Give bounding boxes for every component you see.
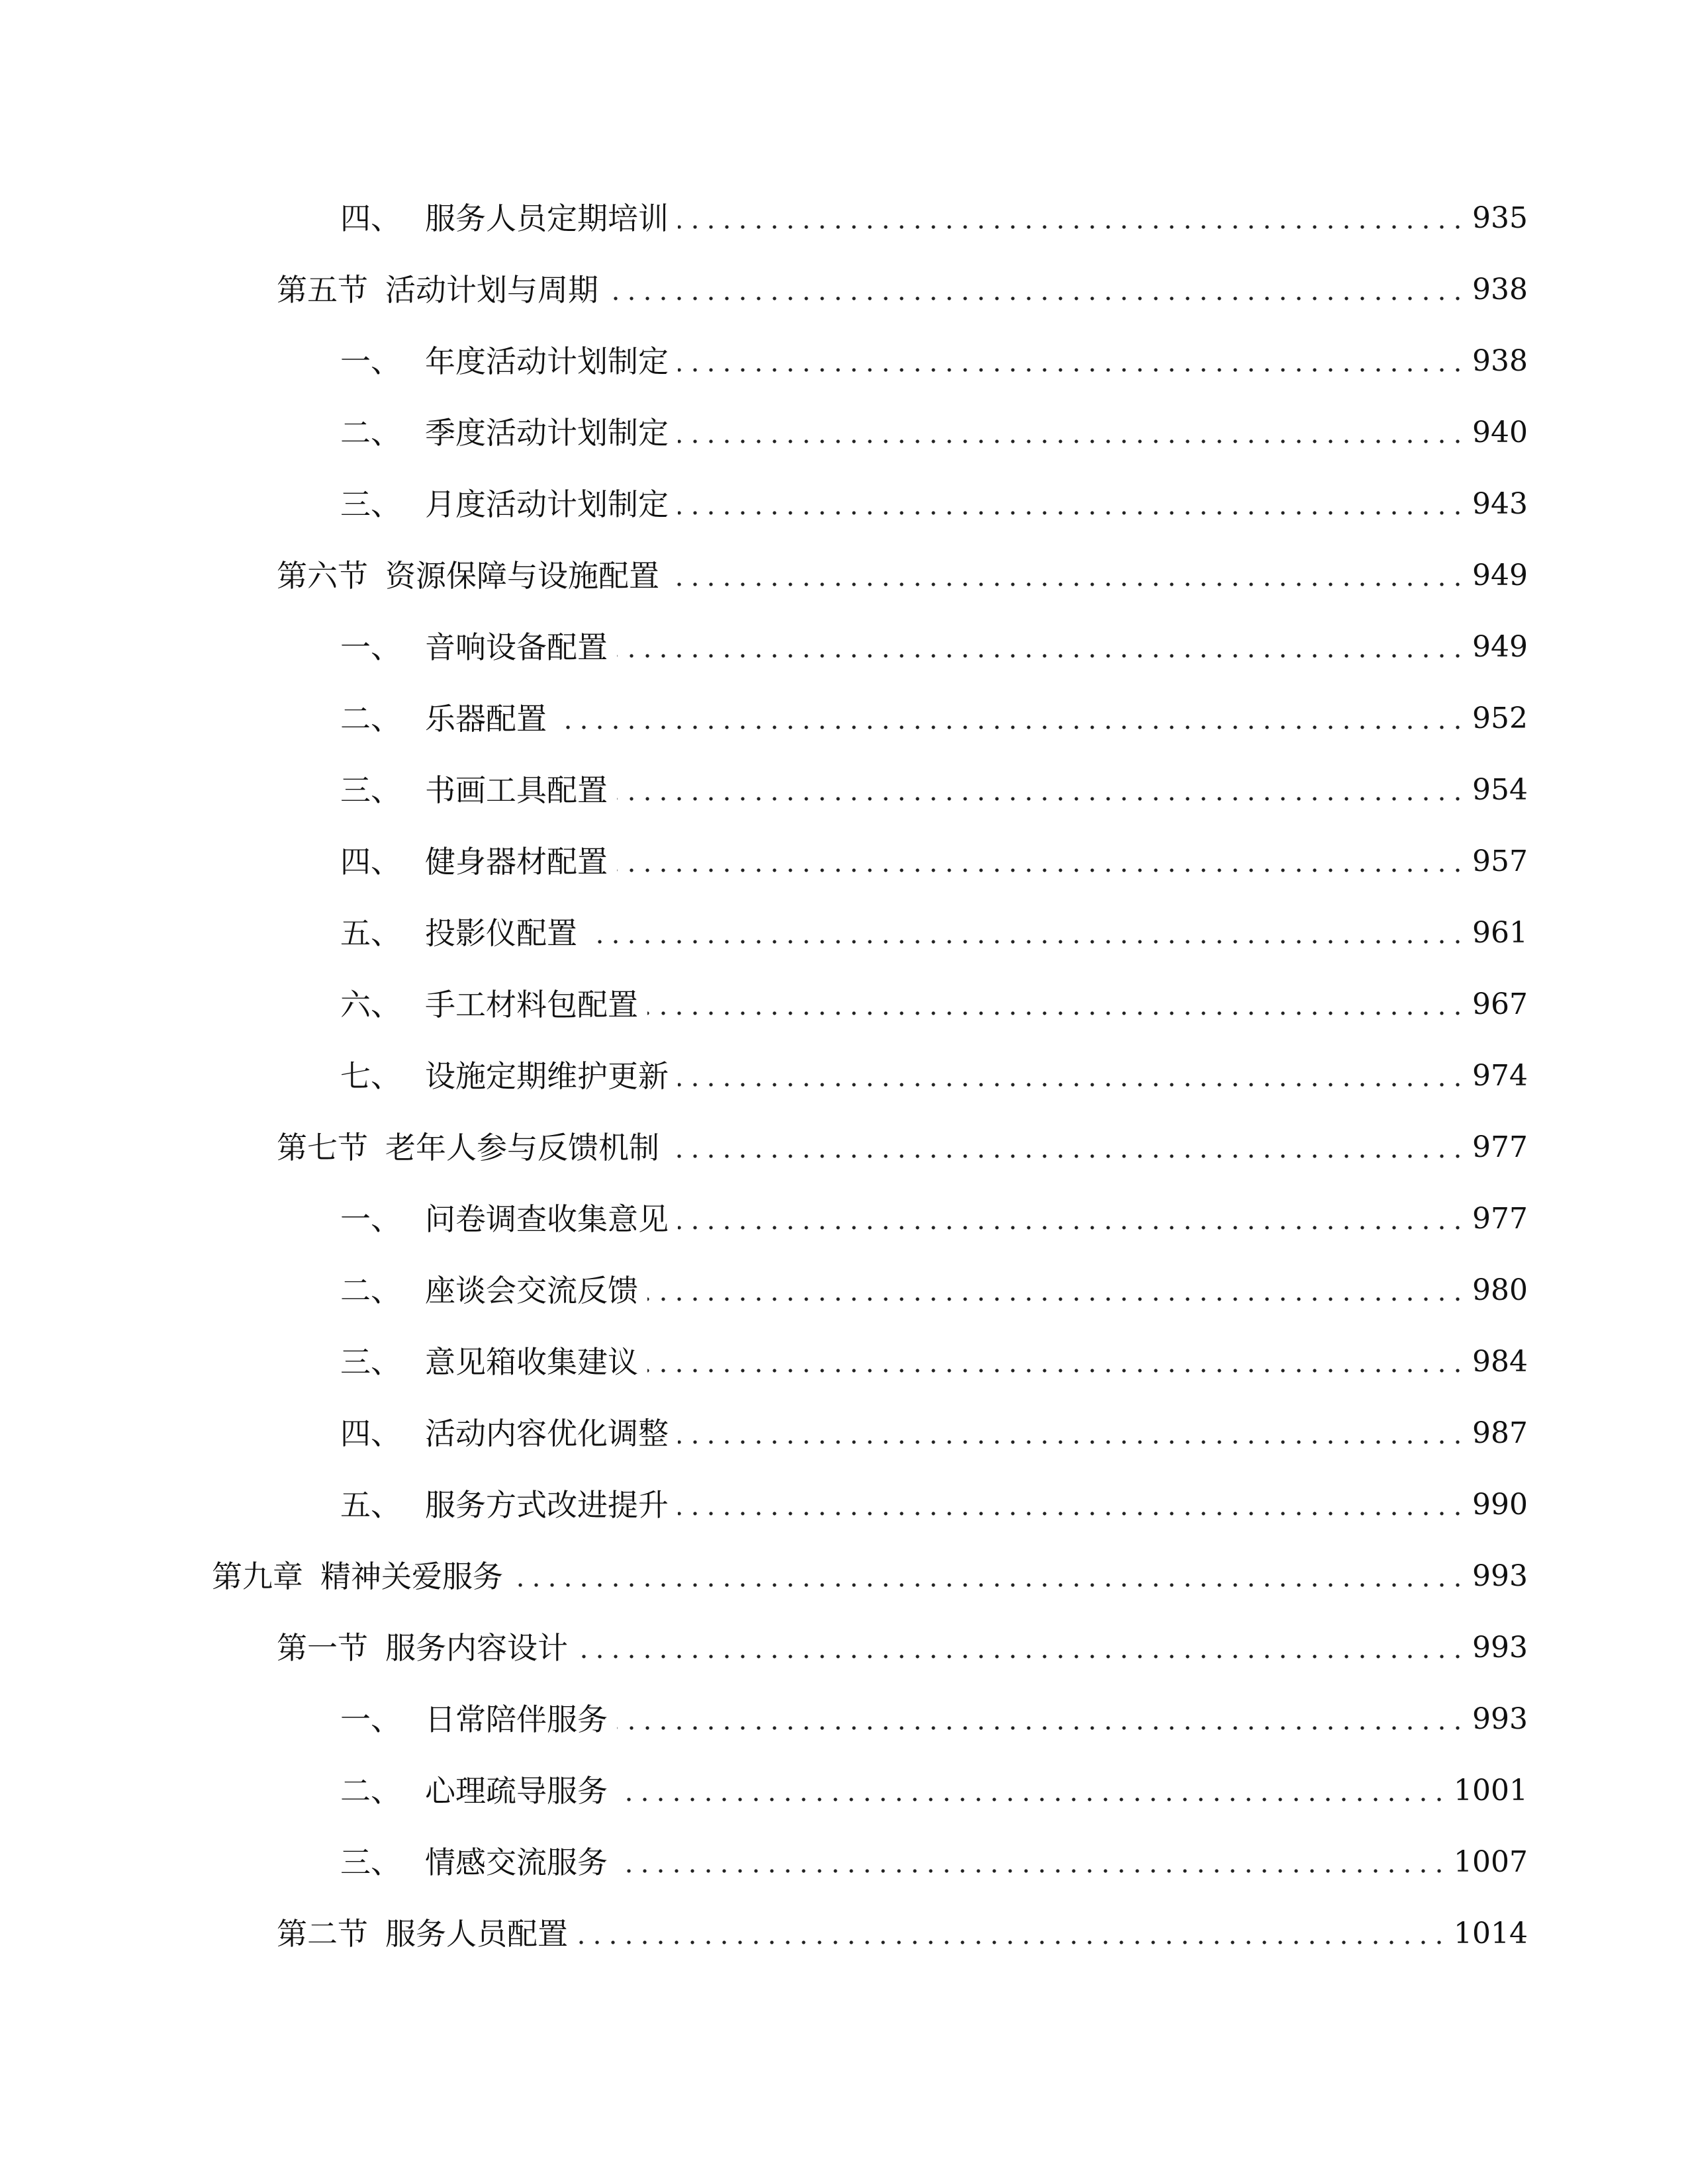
toc-entry[interactable]	[340, 1336, 1528, 1388]
entry-title: 服务人员定期培训	[425, 201, 669, 236]
toc-entry[interactable]	[340, 692, 1528, 745]
entry-page-number: 1014	[1454, 1917, 1528, 1950]
entry-title: 乐器配置	[425, 701, 547, 737]
toc-entry[interactable]	[340, 406, 1528, 459]
entry-page-number: 935	[1472, 201, 1528, 235]
entry-page-number: 974	[1472, 1059, 1528, 1093]
entry-page-number: 938	[1472, 344, 1528, 378]
toc-entry[interactable]	[277, 549, 1528, 602]
dot-leader	[678, 439, 1466, 443]
dot-leader	[678, 1512, 1466, 1516]
toc-entry[interactable]	[340, 1264, 1528, 1317]
entry-title: 活动计划与周期	[385, 272, 598, 308]
entry-number: 三、	[340, 486, 401, 522]
entry-page-number: 993	[1472, 1631, 1528, 1664]
entry-number: 一、	[340, 629, 401, 665]
toc-entry[interactable]	[340, 835, 1528, 888]
entry-number: 一、	[340, 1201, 401, 1237]
dot-leader	[617, 1869, 1447, 1873]
dot-leader	[647, 1369, 1466, 1373]
entry-title: 设施定期维护更新	[425, 1058, 669, 1094]
toc-entry[interactable]	[340, 1764, 1528, 1817]
entry-number: 一、	[340, 1702, 401, 1737]
dot-leader	[678, 225, 1466, 229]
entry-page-number: 1007	[1454, 1845, 1528, 1879]
dot-leader	[577, 1940, 1447, 1944]
entry-title: 活动内容优化调整	[425, 1416, 669, 1451]
dot-leader	[647, 1011, 1466, 1015]
entry-title: 意见箱收集建议	[425, 1344, 638, 1380]
entry-title: 投影仪配置	[425, 915, 577, 951]
toc-entry[interactable]	[340, 1407, 1528, 1460]
entry-page-number: 957	[1472, 844, 1528, 878]
entry-page-number: 943	[1472, 487, 1528, 521]
toc-entry[interactable]	[340, 192, 1528, 245]
dot-leader	[678, 1440, 1466, 1444]
dot-leader	[678, 1226, 1466, 1230]
entry-title: 手工材料包配置	[425, 987, 638, 1023]
entry-number: 五、	[340, 915, 401, 951]
entry-number: 二、	[340, 415, 401, 451]
entry-title: 老年人参与反馈机制	[385, 1130, 659, 1165]
entry-page-number: 984	[1472, 1345, 1528, 1379]
toc-entry[interactable]	[340, 478, 1528, 531]
toc-entry[interactable]	[277, 1907, 1528, 1960]
entry-title: 季度活动计划制定	[425, 415, 669, 451]
entry-page-number: 993	[1472, 1559, 1528, 1593]
dot-leader	[617, 654, 1466, 658]
entry-page-number: 949	[1472, 559, 1528, 592]
entry-number: 第二节	[277, 1916, 368, 1952]
entry-number: 四、	[340, 1416, 401, 1451]
entry-title: 书画工具配置	[425, 772, 608, 808]
entry-page-number: 987	[1472, 1416, 1528, 1450]
entry-number: 三、	[340, 1844, 401, 1880]
entry-title: 健身器材配置	[425, 844, 608, 880]
entry-page-number: 977	[1472, 1202, 1528, 1236]
entry-title: 服务内容设计	[385, 1630, 568, 1666]
toc-entry[interactable]	[340, 1479, 1528, 1531]
dot-leader	[678, 368, 1466, 372]
entry-title: 服务人员配置	[385, 1916, 568, 1952]
entry-page-number: 949	[1472, 630, 1528, 664]
toc-entry[interactable]	[340, 1836, 1528, 1889]
dot-leader	[617, 797, 1466, 801]
dot-leader	[608, 296, 1466, 300]
dot-leader	[617, 868, 1466, 872]
entry-page-number: 940	[1472, 416, 1528, 449]
entry-number: 四、	[340, 844, 401, 880]
toc-entry[interactable]	[340, 1050, 1528, 1103]
entry-number: 第六节	[277, 558, 368, 594]
toc-entry[interactable]	[277, 1121, 1528, 1174]
toc-entry[interactable]	[340, 978, 1528, 1031]
toc-entry[interactable]	[277, 1621, 1528, 1674]
entry-page-number: 952	[1472, 702, 1528, 735]
dot-leader	[678, 511, 1466, 515]
entry-number: 五、	[340, 1487, 401, 1523]
dot-leader	[586, 940, 1466, 944]
entry-number: 第一节	[277, 1630, 368, 1666]
entry-title: 资源保障与设施配置	[385, 558, 659, 594]
entry-number: 四、	[340, 201, 401, 236]
entry-number: 三、	[340, 1344, 401, 1380]
entry-page-number: 938	[1472, 273, 1528, 306]
dot-leader	[577, 1655, 1466, 1659]
toc-entry[interactable]	[340, 335, 1528, 388]
entry-number: 第七节	[277, 1130, 368, 1165]
entry-title: 座谈会交流反馈	[425, 1273, 638, 1308]
entry-page-number: 980	[1472, 1273, 1528, 1307]
entry-title: 年度活动计划制定	[425, 343, 669, 379]
entry-title: 情感交流服务	[425, 1844, 608, 1880]
entry-title: 月度活动计划制定	[425, 486, 669, 522]
entry-page-number: 993	[1472, 1702, 1528, 1736]
entry-title: 问卷调查收集意见	[425, 1201, 669, 1237]
entry-number: 二、	[340, 1273, 401, 1308]
dot-leader	[678, 1083, 1466, 1087]
toc-entry[interactable]	[340, 1193, 1528, 1246]
entry-number: 三、	[340, 772, 401, 808]
dot-leader	[669, 582, 1466, 586]
dot-leader	[512, 1583, 1466, 1587]
entry-page-number: 977	[1472, 1130, 1528, 1164]
entry-page-number: 954	[1472, 773, 1528, 807]
toc-entry[interactable]	[277, 263, 1528, 316]
entry-number: 第五节	[277, 272, 368, 308]
dot-leader	[647, 1297, 1466, 1301]
dot-leader	[669, 1154, 1466, 1158]
entry-title: 服务方式改进提升	[425, 1487, 669, 1523]
entry-page-number: 990	[1472, 1488, 1528, 1522]
toc-entry[interactable]	[340, 764, 1528, 817]
entry-title: 心理疏导服务	[425, 1773, 608, 1809]
entry-number: 二、	[340, 1773, 401, 1809]
toc-entry[interactable]	[340, 907, 1528, 960]
entry-number: 六、	[340, 987, 401, 1023]
entry-page-number: 967	[1472, 987, 1528, 1021]
dot-leader	[617, 1726, 1466, 1730]
entry-number: 第九章	[212, 1559, 303, 1594]
toc-entry[interactable]	[212, 1550, 1528, 1603]
dot-leader	[556, 725, 1466, 729]
entry-number: 七、	[340, 1058, 401, 1094]
dot-leader	[617, 1797, 1447, 1801]
entry-number: 二、	[340, 701, 401, 737]
toc-entry[interactable]	[340, 621, 1528, 674]
entry-title: 日常陪伴服务	[425, 1702, 608, 1737]
entry-title: 精神关爱服务	[320, 1559, 503, 1594]
entry-title: 音响设备配置	[425, 629, 608, 665]
toc-entry[interactable]	[340, 1693, 1528, 1746]
entry-page-number: 961	[1472, 916, 1528, 950]
entry-number: 一、	[340, 343, 401, 379]
entry-page-number: 1001	[1454, 1774, 1528, 1807]
